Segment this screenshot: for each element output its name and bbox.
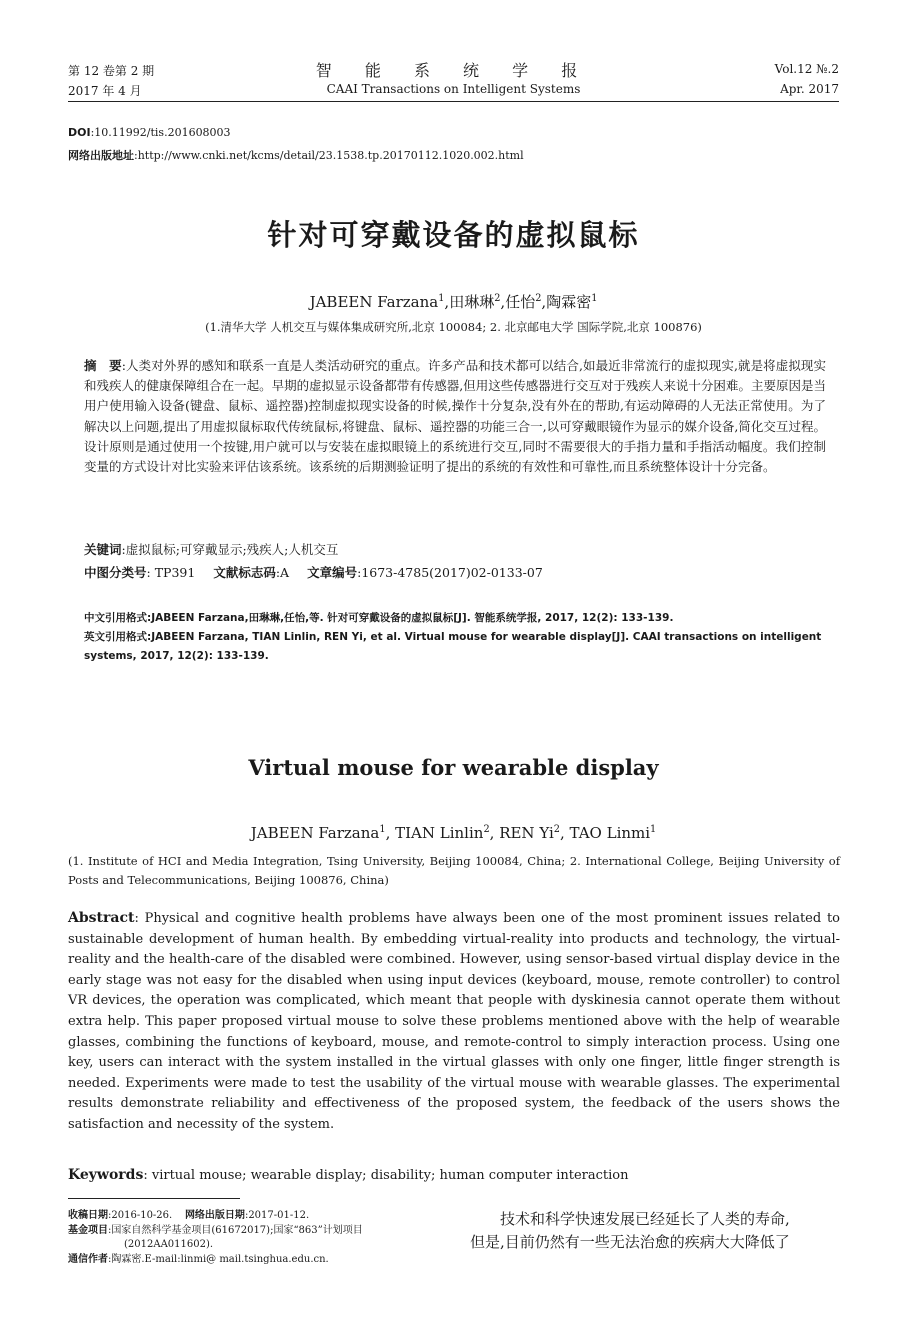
author-en-3-sup: 2 xyxy=(553,824,560,835)
abstract-en-label: Abstract xyxy=(68,910,135,926)
keywords-en: Keywords: virtual mouse; wearable display; disability; human computer interaction xyxy=(68,1167,629,1183)
online-address-line: 网络出版地址:http://www.cnki.net/kcms/detail/23.1538.tp.20170112.1020.002.html xyxy=(68,149,524,162)
keywords-cn: 关键词:虚拟鼠标;可穿戴显示;残疾人;人机交互 xyxy=(84,542,339,557)
keywords-cn-text: 虚拟鼠标;可穿戴显示;残疾人;人机交互 xyxy=(125,542,339,557)
article-no-label: 文章编号 xyxy=(307,565,358,580)
author-en-3: , REN Yi xyxy=(489,824,554,842)
author-4-sup: 1 xyxy=(591,293,598,304)
received-line: 收稿日期:2016-10-26. 网络出版日期:2017-01-12. xyxy=(68,1210,310,1221)
doi-line: DOI:10.11992/tis.201608003 xyxy=(68,126,231,139)
classification-line: 中图分类号: TP391 文献标志码:A 文章编号:1673-4785(2017)02-0133-07 xyxy=(84,565,543,580)
author-3: ,任怡 xyxy=(500,293,536,311)
author-1-sup: 1 xyxy=(438,293,445,304)
fund-text: 国家自然科学基金项目(61672017);国家“863”计划项目 xyxy=(111,1224,363,1236)
corresponding-author-text: 陶霖密.E-mail:linmi@ mail.tsinghua.edu.cn. xyxy=(111,1253,329,1265)
author-2: ,田琳琳 xyxy=(444,293,495,311)
abstract-en: Abstract: Physical and cognitive health problems have always been one of the most prominent issues related to sustainable development of human health. By embedding virtual-reality into products and technology, the virtual-reality and the health-care of the disabled were combined. However, using sensor-based virtual display device in the early stage was not easy for the disabled when using input devices (keyboard, mouse, remote controller) to control VR devices, the operation was complicated, which meant that people with dyskinesia cannot operate them without extra help. This paper proposed virtual mouse to solve these problems mentioned above with the help of wearable glasses, combining the functions of keyboard, mouse, and remote-control to simply interaction process. Using one key, users can interact with the system installed in the virtual glasses with only one finger, little finger strength is needed. Experiments were made to test the usability of the virtual mouse with wearable glasses. The experimental results demonstrate reliability and effectiveness of the proposed system, the feedback of the users shows the satisfaction and necessity of the system. xyxy=(68,910,840,1132)
keywords-en-text: virtual mouse; wearable display; disability; human computer interaction xyxy=(151,1168,629,1183)
authors-en xyxy=(0,824,907,842)
author-2-sup: 2 xyxy=(494,293,501,304)
affiliations-en: (1. Institute of HCI and Media Integration, Tsing University, Beijing 100084, China; 2. International College, Beijing University of Posts and Telecommunications, Beijing 100876, China) xyxy=(68,854,840,887)
citation-cn-label: 中文引用格式 xyxy=(84,612,147,624)
keywords-cn-label: 关键词 xyxy=(84,542,122,557)
footnote-rule xyxy=(68,1198,240,1199)
issue-cn: 第 12 卷第 2 期 xyxy=(68,64,155,78)
citation-block xyxy=(84,609,826,666)
abstract-cn-label: 摘 要 xyxy=(84,358,122,373)
date-en: Apr. 2017 xyxy=(780,82,839,96)
fund-line: 基金项目:国家自然科学基金项目(61672017);国家“863”计划项目 xyxy=(68,1224,363,1236)
volume-en: Vol.12 №.2 xyxy=(774,62,839,76)
footnotes xyxy=(68,1209,460,1267)
keywords-en-label: Keywords xyxy=(68,1167,144,1183)
doi-label: DOI xyxy=(68,126,91,139)
citation-en-text: JABEEN Farzana, TIAN Linlin, REN Yi, et al. Virtual mouse for wearable display[J]. CAAI transactions on intelligent systems, 2017, 12(2): 133-139. xyxy=(84,631,822,662)
doc-code-label: 文献标志码 xyxy=(213,565,276,580)
citation-cn-text: JABEEN Farzana,田琳琳,任怡,等. 针对可穿戴设备的虚拟鼠标[J]. 智能系统学报, 2017, 12(2): 133-139. xyxy=(151,612,674,624)
author-en-1-sup: 1 xyxy=(379,824,386,835)
clc-label: 中图分类号 xyxy=(84,565,147,580)
journal-name-cn: 智 能 系 统 学 报 xyxy=(315,61,592,80)
abstract-cn: 摘 要:人类对外界的感知和联系一直是人类活动研究的重点。许多产品和技术都可以结合,如最近非常流行的虚拟现实,就是将虚拟现实和残疾人的健康保障组合在一起。早期的虚拟显示设备都带有传感器,但用这些传感器进行交互对于残疾人来说十分困难。主要原因是当用户使用输入设备(键盘、鼠标、遥控器)控制虚拟现实设备的时候,操作十分复杂,没有外在的帮助,有运动障碍的人无法正常使用。为了解决以上问题,提出了用虚拟鼠标取代传统鼠标,将键盘、鼠标、遥控器的功能三合一,以可穿戴眼镜作为显示的媒介设备,简化交互过程。设计原则是通过使用一个按键,用户就可以与安装在虚拟眼镜上的系统进行交互,同时不需要很大的手指力量和手指活动幅度。我们控制变量的方式设计对比实验来评估该系统。该系统的后期测验证明了提出的系统的有效性和可靠性,而且系统整体设计十分完备。 xyxy=(84,358,826,475)
title-en: Virtual mouse for wearable display xyxy=(248,755,659,780)
online-address-link[interactable]: http://www.cnki.net/kcms/detail/23.1538.tp.20170112.1020.002.html xyxy=(137,149,524,162)
affiliations-cn: (1.清华大学 人机交互与媒体集成研究所,北京 100084; 2. 北京邮电大学 国际学院,北京 100876) xyxy=(205,320,702,334)
fund-line-2: (2012AA011602). xyxy=(124,1239,214,1250)
citation-cn: 中文引用格式:JABEEN Farzana,田琳琳,任怡,等. 针对可穿戴设备的虚拟鼠标[J]. 智能系统学报, 2017, 12(2): 133-139. xyxy=(84,612,674,624)
article-no-value: 1673-4785(2017)02-0133-07 xyxy=(361,565,543,580)
author-4: ,陶霖密 xyxy=(541,293,592,311)
author-en-4-sup: 1 xyxy=(650,824,657,835)
author-en-4: , TAO Linmi xyxy=(559,824,651,842)
author-3-sup: 2 xyxy=(535,293,542,304)
authors-cn xyxy=(0,291,907,312)
received-date: 2016-10-26. xyxy=(111,1210,173,1221)
online-address-label: 网络出版地址 xyxy=(68,149,134,162)
author-en-2-sup: 2 xyxy=(483,824,490,835)
author-en-2: , TIAN Linlin xyxy=(385,824,484,842)
header-rule xyxy=(68,101,839,102)
date-cn: 2017 年 4 月 xyxy=(68,84,142,98)
running-header xyxy=(68,58,839,102)
body-text-cn xyxy=(470,1208,840,1254)
body-line-2: 但是,目前仍然有一些无法治愈的疾病大大降低了 xyxy=(470,1233,790,1251)
online-date-label: 网络出版日期 xyxy=(184,1210,245,1221)
abstract-en-text: Physical and cognitive health problems have always been one of the most prominent issues related to sustainable development of human health. By embedding virtual-reality into products and technology, the virtual-reality and the health-care of the disabled were combined. However, using sensor-based virtual display device in the early stage was not easy for the disabled when using input devices (keyboard, mouse, remote controller) to control VR devices, the operation was complicated, which meant that people with dyskinesia cannot operate them without extra help. This paper proposed virtual mouse to solve these problems mentioned above with the help of wearable glasses, combining the functions of keyboard, mouse, and remote-control to simply interaction process. Using one key, users can interact with the system installed in the virtual glasses with only one finger, little finger strength is needed. Experiments were made to test the usability of the virtual mouse with wearable glasses. The experimental results demonstrate reliability and effectiveness of the proposed system, the feedback of the users shows the satisfaction and necessity of the system. xyxy=(68,911,840,1132)
citation-en: 英文引用格式:JABEEN Farzana, TIAN Linlin, REN Yi, et al. Virtual mouse for wearable display[J]. CAAI transactions on intelligent systems, 2017, 12(2): 133-139. xyxy=(84,631,822,662)
doi-value[interactable]: 10.11992/tis.201608003 xyxy=(94,126,231,139)
corresponding-author-label: 通信作者 xyxy=(68,1253,108,1265)
doc-code-value: A xyxy=(280,565,290,580)
clc-value: TP391 xyxy=(154,565,196,580)
abstract-cn-text: 人类对外界的感知和联系一直是人类活动研究的重点。许多产品和技术都可以结合,如最近非常流行的虚拟现实,就是将虚拟现实和残疾人的健康保障组合在一起。早期的虚拟显示设备都带有传感器,但用这些传感器进行交互对于残疾人来说十分困难。主要原因是当用户使用输入设备(键盘、鼠标、遥控器)控制虚拟现实设备的时候,操作十分复杂,没有外在的帮助,有运动障碍的人无法正常使用。为了解决以上问题,提出了用虚拟鼠标取代传统鼠标,将键盘、鼠标、遥控器的功能三合一,以可穿戴眼镜作为显示的媒介设备,简化交互过程。设计原则是通过使用一个按键,用户就可以与安装在虚拟眼镜上的系统进行交互,同时不需要很大的手指力量和手指活动幅度。我们控制变量的方式设计对比实验来评估该系统。该系统的后期测验证明了提出的系统的有效性和可靠性,而且系统整体设计十分完备。 xyxy=(84,358,826,475)
online-date: 2017-01-12. xyxy=(248,1210,310,1221)
fund-label: 基金项目 xyxy=(68,1224,108,1236)
author-1: JABEEN Farzana xyxy=(309,293,439,311)
author-en-1: JABEEN Farzana xyxy=(250,824,380,842)
corresponding-author-line: 通信作者:陶霖密.E-mail:linmi@ mail.tsinghua.edu.cn. xyxy=(68,1253,329,1265)
received-label: 收稿日期 xyxy=(68,1210,108,1221)
body-line-1: 技术和科学快速发展已经延长了人类的寿命, xyxy=(500,1210,790,1228)
citation-en-label: 英文引用格式 xyxy=(84,631,147,643)
title-cn: 针对可穿戴设备的虚拟鼠标 xyxy=(267,218,640,252)
journal-name-en: CAAI Transactions on Intelligent Systems xyxy=(326,82,581,96)
